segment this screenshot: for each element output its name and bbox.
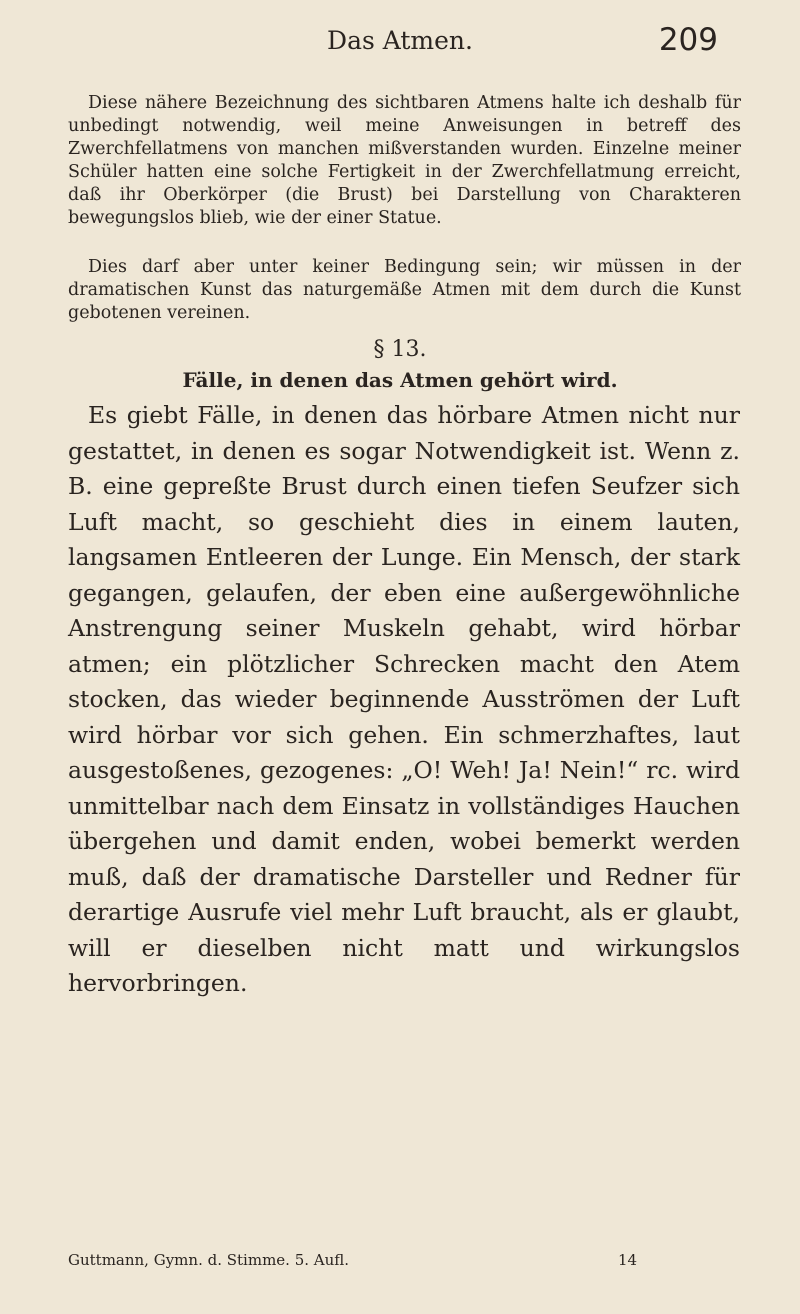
section-title: Fälle, in denen das Atmen gehört wird.: [182, 368, 618, 392]
paragraph-small-2: Dies darf aber unter keiner Bedingung sein; wir müssen in der dramatischen Kunst das naturgemäße Atmen mit dem durch die Kunst gebotenen vereinen.: [68, 257, 741, 323]
signature-mark: 14: [618, 1251, 638, 1269]
section-number: § 13.: [373, 337, 427, 362]
running-title: Das Atmen.: [327, 26, 473, 55]
footer-citation: Guttmann, Gymn. d. Stimme. 5. Aufl.: [68, 1251, 350, 1269]
paragraph-main: Es giebt Fälle, in denen das hörbare Atmen nicht nur gestattet, in denen es sogar Notwendigkeit ist. Wenn z. B. eine gepreßte Brust durch einen tiefen Seufzer sich Luft macht, so geschieht dies in einem lauten, langsamen Entleeren der Lunge. Ein Mensch, der stark gegangen, gelaufen, der eben eine außergewöhnliche Anstrengung seiner Muskeln gehabt, wird hörbar atmen; ein plötzlicher Schrecken macht den Atem stocken, das wieder beginnende Ausströmen der Luft wird hörbar vor sich gehen. Ein schmerzhaftes, laut ausgestoßenes, gezogenes: „O! Weh! Ja! Nein!“ rc. wird unmittelbar nach dem Einsatz in vollständiges Hauchen übergehen und damit enden, wobei bemerkt werden muß, daß der dramatische Darsteller und Redner für derartige Ausrufe viel mehr Luft braucht, als er glaubt, will er dieselben nicht matt und wirkungslos hervorbringen.: [68, 401, 740, 997]
running-head: [0, 20, 800, 70]
paragraph-small-1: Diese nähere Bezeichnung des sichtbaren Atmens halte ich deshalb für unbedingt notwendig, weil meine Anweisungen in betreff des Zwerchfellatmens von manchen mißverstanden wurden. Einzelne meiner Schüler hatten eine solche Fertigkeit in der Zwerchfellatmung erreicht, daß ihr Oberkörper (die Brust) bei Darstellung von Charakteren bewegungslos blieb, wie der einer Statue.: [68, 93, 741, 228]
page-number: 209: [658, 22, 718, 58]
